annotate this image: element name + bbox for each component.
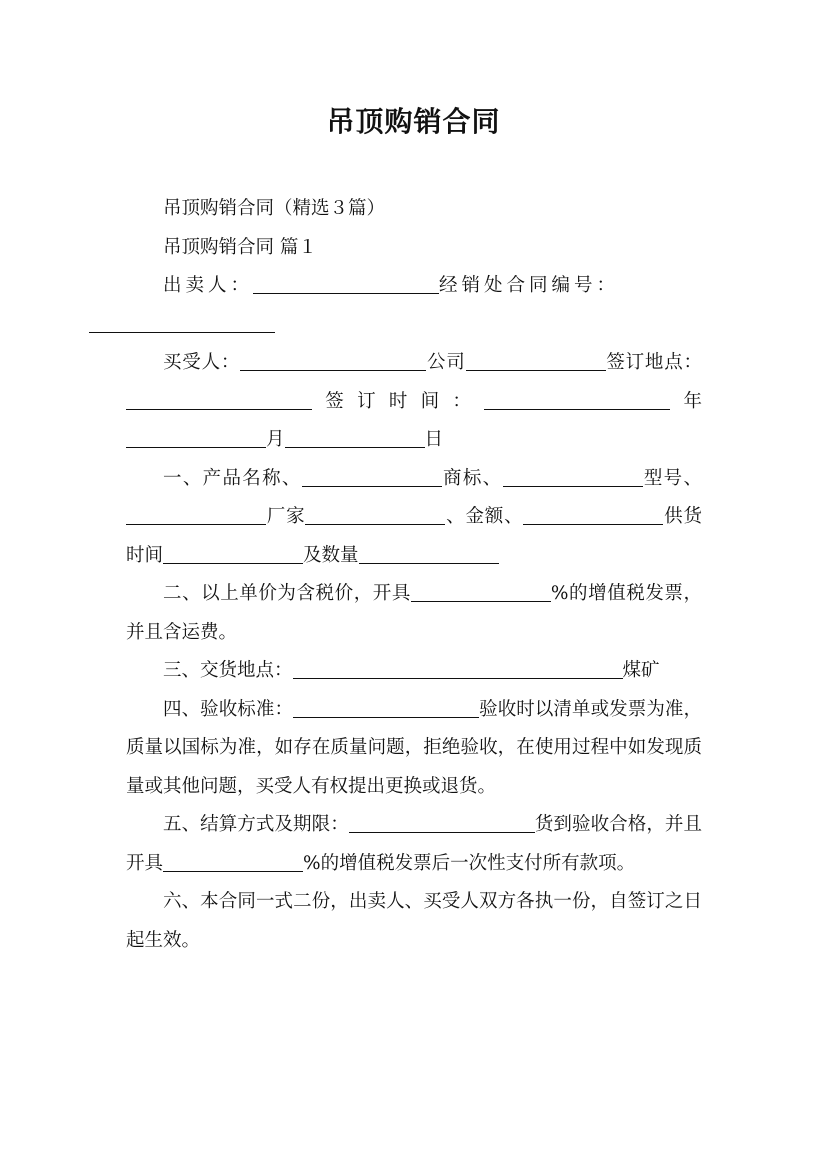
buyer-paragraph (126, 344, 702, 460)
item-6-paragraph (126, 883, 702, 960)
contract-no-label: 经销处合同编号： (439, 275, 620, 296)
tax-rate-blank (411, 581, 551, 602)
contract-no-blank (89, 312, 275, 333)
buyer-label: 买受人： (163, 352, 241, 373)
item-1-supply: 供货时间 (126, 506, 702, 566)
product-name-blank (302, 466, 442, 487)
subtitle-line (126, 190, 702, 229)
item-1-paragraph (126, 460, 702, 576)
settlement-blank (349, 812, 535, 833)
acceptance-standard-blank (293, 697, 479, 718)
month-blank (126, 427, 266, 448)
supply-time-blank (163, 543, 303, 564)
item-1-model-b: 号、 (663, 467, 702, 489)
item-2-paragraph (126, 575, 702, 652)
item-1-maker: 厂家 (266, 506, 306, 527)
item-2-b: %的增值税 (550, 583, 646, 604)
year-label: 年 (670, 390, 702, 412)
item-5-b: 货到验收合格，并且开具 (126, 814, 702, 874)
month-label: 月 (266, 429, 285, 450)
buyer-blank (240, 350, 426, 371)
item-3-paragraph (126, 652, 702, 691)
document-body (126, 190, 702, 960)
item-1-brand: 商标、 (441, 467, 503, 489)
item-1-model-a: 型 (642, 467, 664, 489)
item-5-a: 五、结算方式及期限： (163, 814, 349, 835)
item-2-a: 二、以上单价为含税价，开具 (163, 583, 411, 604)
maker-blank (305, 504, 445, 525)
sign-place-label: 签订地 (605, 352, 665, 373)
subtitle: 吊顶购销合同（精选３篇） (163, 198, 386, 219)
seller-blank (253, 273, 439, 294)
model-blank (126, 504, 266, 525)
company-label: 公司 (426, 352, 466, 373)
item-4-b: 验收时以清单或发票为准，质量以国标为准，如存在质量问题，拒绝验收，在使用过程中如发现质量或其他问题，买受人有权提出更换或退货。 (126, 698, 702, 797)
company-blank (466, 350, 606, 371)
item-3-b: 煤矿 (622, 660, 660, 681)
item-6: 六、本合同一式二份，出卖人、买受人双方各执一份，自签订之日起生效。 (126, 891, 702, 951)
item-2-c: 发票，并且含运费。 (126, 583, 702, 643)
quantity-blank (359, 543, 499, 564)
item-3-a: 三、交货地点： (163, 660, 293, 681)
item-4-paragraph (126, 691, 702, 807)
sign-time-label: 签订时间： (312, 390, 485, 412)
section-heading: 吊顶购销合同 篇１ (163, 236, 317, 258)
delivery-place-blank (293, 658, 623, 679)
day-blank (285, 427, 425, 448)
item-1-amount: 、金额、 (445, 506, 524, 527)
seller-label: 出卖人： (163, 275, 254, 296)
sign-place-blank (126, 389, 312, 410)
amount-blank (523, 504, 663, 525)
document-title: 吊顶购销合同 (326, 105, 501, 138)
section-heading-line (126, 229, 702, 268)
sign-place-label-2: 点： (664, 352, 702, 373)
day-label: 日 (424, 429, 444, 450)
sign-time-blank (484, 389, 670, 410)
item-5-c: %的增值税发票后一次性支付所有款项。 (303, 852, 636, 874)
settlement-tax-blank (163, 851, 303, 872)
brand-blank (503, 466, 643, 487)
item-4-a: 四、验收标准： (163, 698, 294, 720)
item-5-paragraph (126, 806, 702, 883)
seller-paragraph (126, 267, 702, 344)
item-1-qty: 及数量 (303, 544, 359, 566)
item-1-prefix: 一、产品名称、 (163, 467, 302, 489)
